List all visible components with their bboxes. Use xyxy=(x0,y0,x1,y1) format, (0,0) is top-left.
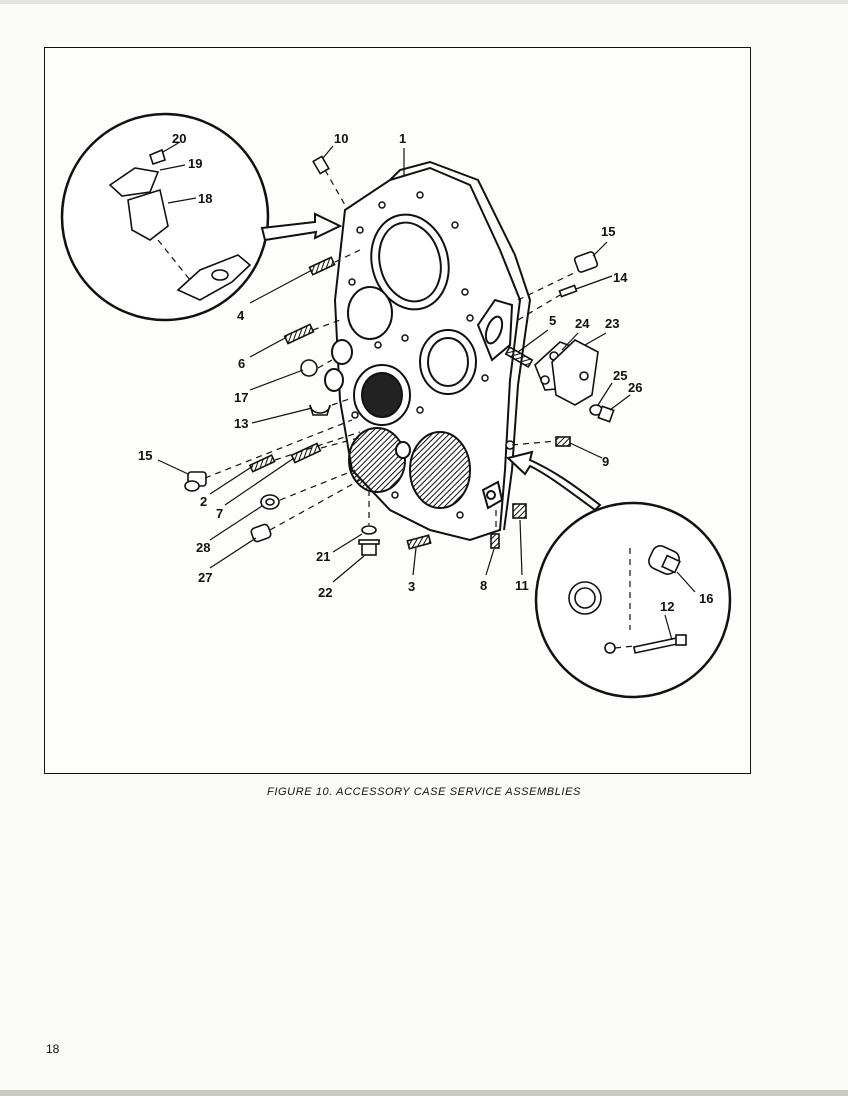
callout-5: 5 xyxy=(549,313,557,328)
callout-11: 11 xyxy=(515,578,529,593)
callout-23: 23 xyxy=(605,316,620,331)
callout-12: 12 xyxy=(660,599,675,614)
callout-16: 16 xyxy=(699,591,714,606)
callout-7: 7 xyxy=(216,506,224,521)
callout-9: 9 xyxy=(602,454,610,469)
callout-15-right: 15 xyxy=(601,224,616,239)
callout-17: 17 xyxy=(234,390,249,405)
callout-13: 13 xyxy=(234,416,249,431)
callout-1: 1 xyxy=(399,131,407,146)
callout-19: 19 xyxy=(188,156,203,171)
callout-20: 20 xyxy=(172,131,187,146)
callout-4: 4 xyxy=(237,308,245,323)
callout-2: 2 xyxy=(200,494,208,509)
callout-27: 27 xyxy=(198,570,213,585)
callout-28: 28 xyxy=(196,540,211,555)
callout-15-left: 15 xyxy=(138,448,153,463)
callout-3: 3 xyxy=(408,579,416,594)
callout-21: 21 xyxy=(316,549,331,564)
callout-14: 14 xyxy=(613,270,628,285)
callout-22: 22 xyxy=(318,585,333,600)
callout-6: 6 xyxy=(238,356,246,371)
callout-8: 8 xyxy=(480,578,488,593)
callout-25: 25 xyxy=(613,368,628,383)
callout-10: 10 xyxy=(334,131,349,146)
lower-left-bore xyxy=(349,428,405,492)
left-middle-bore xyxy=(348,287,392,339)
page-number: 18 xyxy=(46,1042,60,1056)
callout-24: 24 xyxy=(575,316,590,331)
lower-right-bore xyxy=(410,432,470,508)
callout-26: 26 xyxy=(628,380,643,395)
callout-18: 18 xyxy=(198,191,213,206)
figure-caption: FIGURE 10. ACCESSORY CASE SERVICE ASSEMBLIES xyxy=(267,786,581,798)
page-bottom-edge xyxy=(0,1090,848,1096)
